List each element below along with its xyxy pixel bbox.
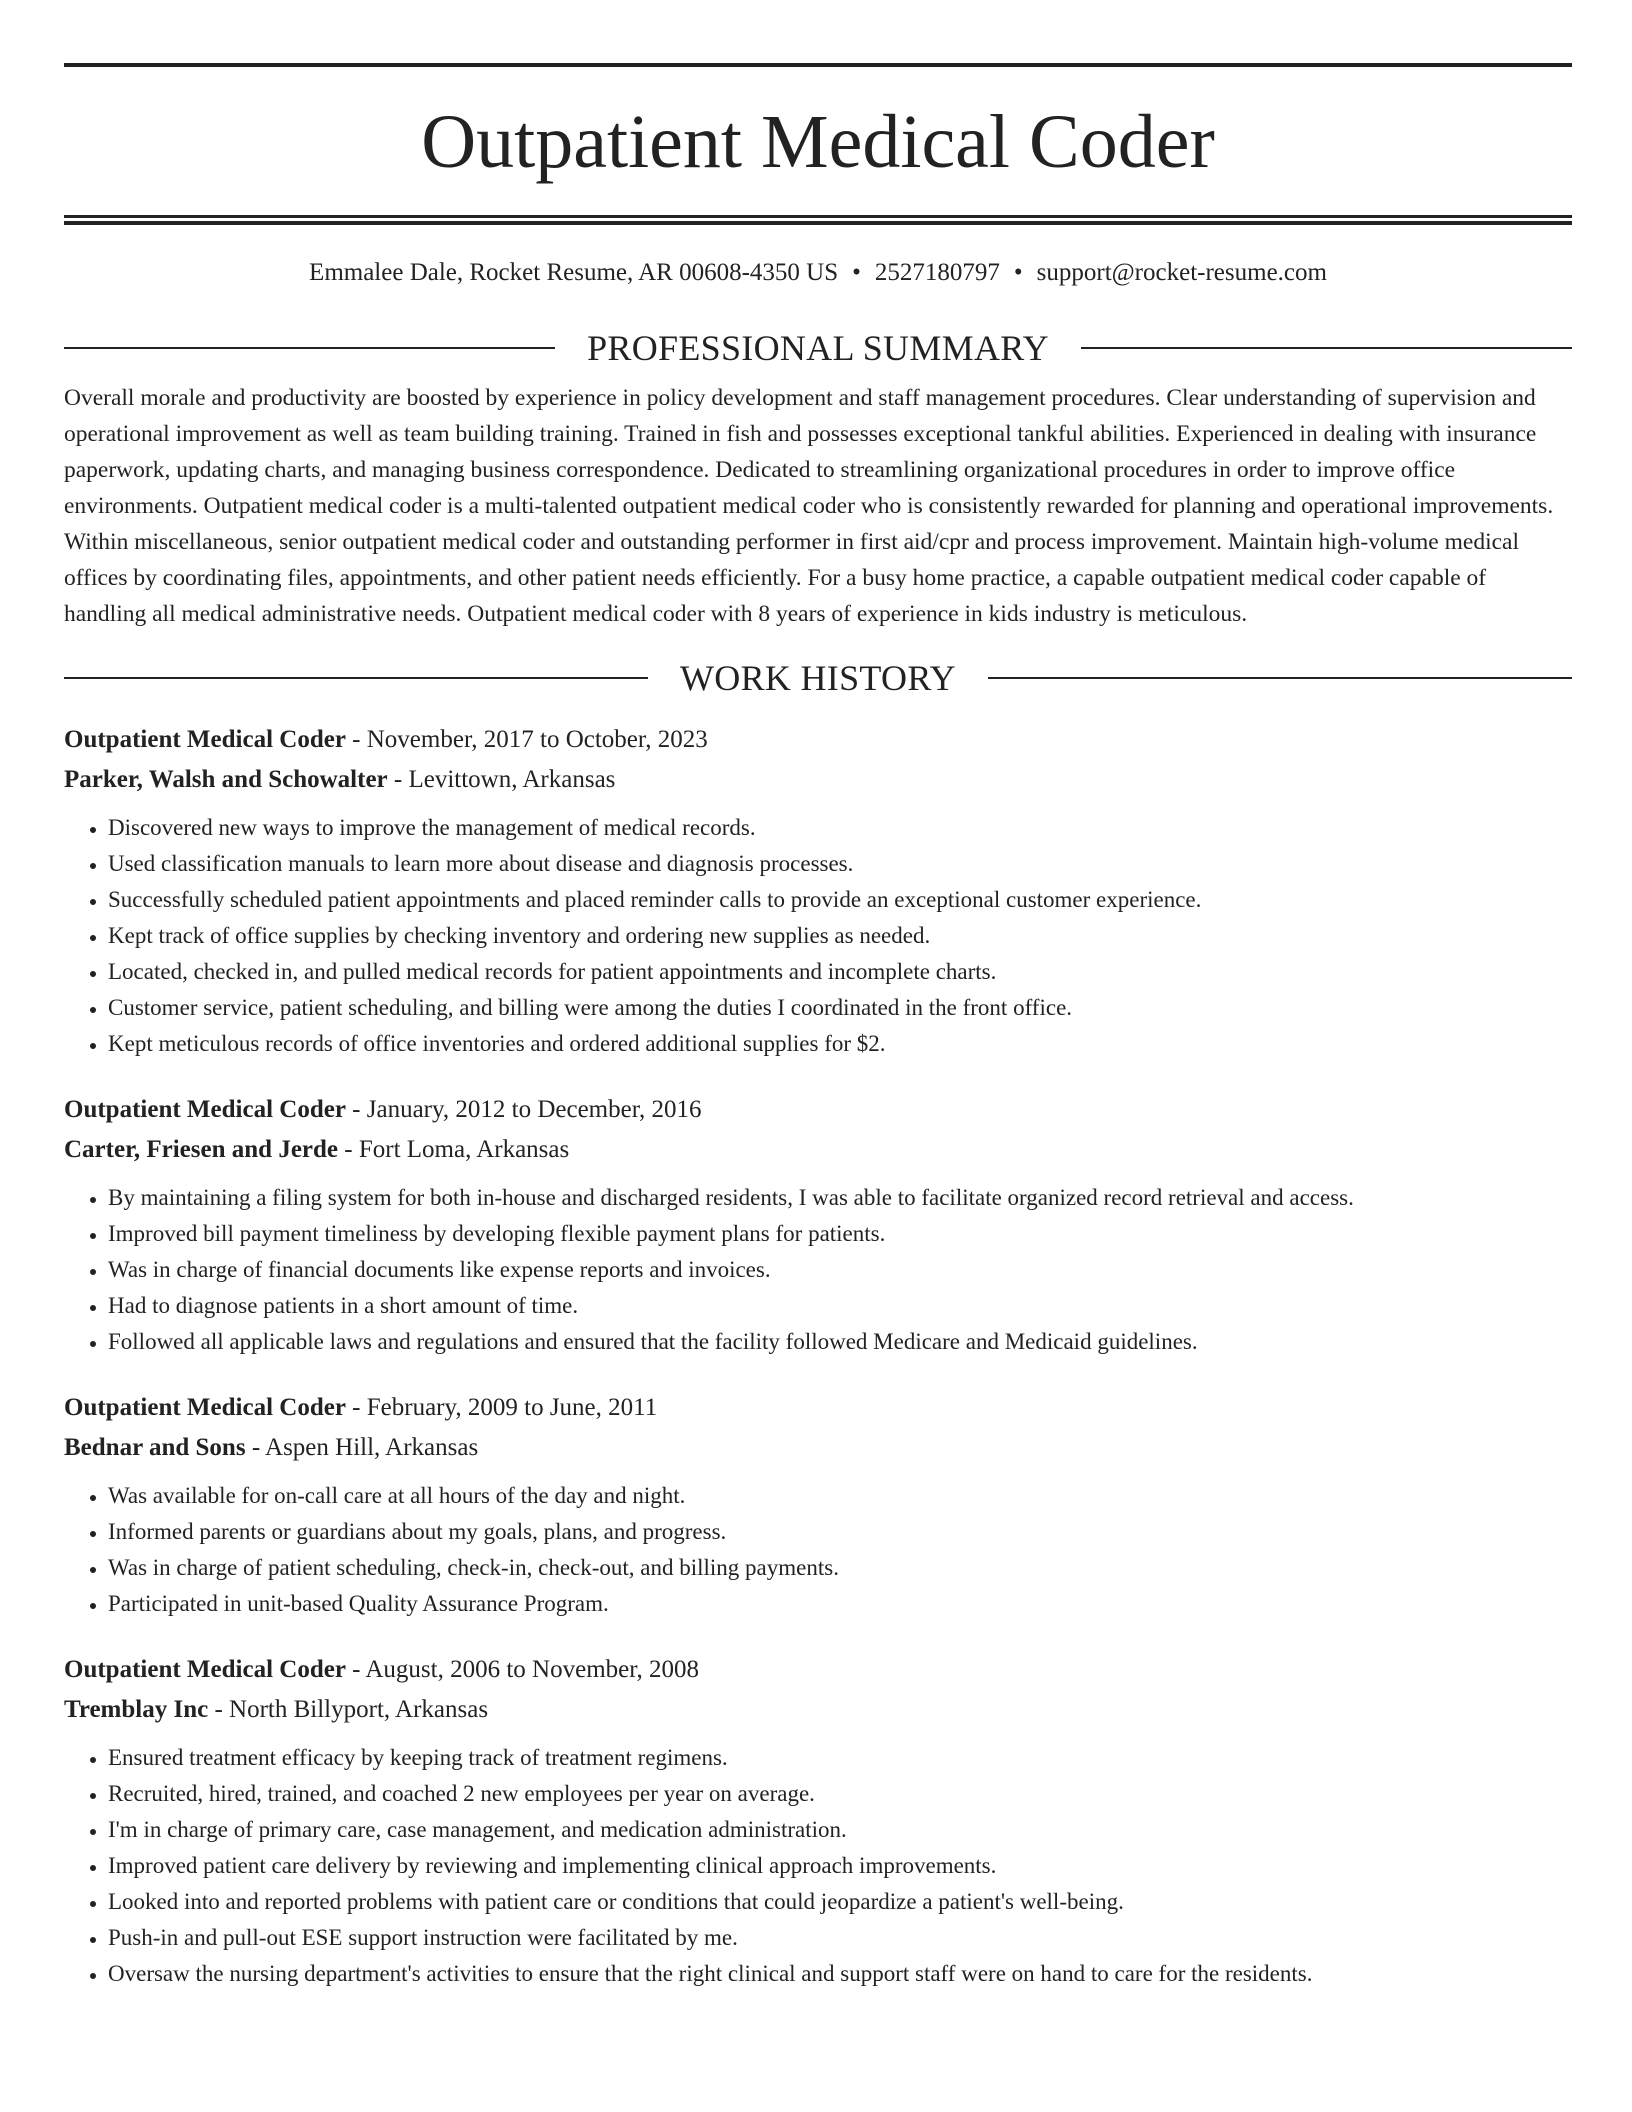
work-section-heading <box>64 658 1572 698</box>
work-heading: WORK HISTORY <box>680 658 956 698</box>
header-double-rule <box>64 215 1572 225</box>
list-item: • Located, checked in, and pulled medical records for patient appointments and incomplete charts. <box>108 954 1572 990</box>
summary-section-heading <box>64 328 1572 368</box>
job-title-line <box>64 1090 1572 1130</box>
list-item: • Ensured treatment efficacy by keeping track of treatment regimens. <box>108 1740 1572 1776</box>
top-rule <box>64 63 1572 67</box>
job-company: Carter, Friesen and Jerde <box>64 1136 339 1163</box>
list-item: • Recruited, hired, trained, and coached 2 new employees per year on average. <box>108 1776 1572 1812</box>
job-company-line <box>64 1428 1572 1468</box>
list-item: • Used classification manuals to learn more about disease and diagnosis processes. <box>108 846 1572 882</box>
job-entry <box>64 1090 1572 1360</box>
list-item: • Improved patient care delivery by reviewing and implementing clinical approach improvements. <box>108 1848 1572 1884</box>
job-location: - North Billyport, Arkansas <box>208 1696 489 1723</box>
job-entry <box>64 1388 1572 1622</box>
job-title: Outpatient Medical Coder <box>64 1656 346 1683</box>
resume-name: Outpatient Medical Coder <box>421 100 1215 184</box>
job-title-line <box>64 1650 1572 1690</box>
list-item: • Improved bill payment timeliness by developing flexible payment plans for patients. <box>108 1216 1572 1252</box>
contact-separator: • <box>1013 259 1023 286</box>
job-title: Outpatient Medical Coder <box>64 1394 346 1421</box>
job-dates: - February, 2009 to June, 2011 <box>345 1394 658 1421</box>
job-dates: - January, 2012 to December, 2016 <box>345 1096 702 1123</box>
job-company-line <box>64 1690 1572 1730</box>
job-duties-list <box>64 1740 1572 1992</box>
job-company: Parker, Walsh and Schowalter <box>64 766 388 793</box>
job-duties-list <box>64 1180 1572 1360</box>
job-company-line <box>64 760 1572 800</box>
resume-page <box>64 0 1572 1992</box>
job-company: Bednar and Sons <box>64 1434 246 1461</box>
list-item: • Oversaw the nursing department's activities to ensure that the right clinical and support staff were on hand to care for the residents. <box>108 1956 1572 1992</box>
job-title-line <box>64 1388 1572 1428</box>
list-item: • Successfully scheduled patient appointments and placed reminder calls to provide an exceptional customer experience. <box>108 882 1572 918</box>
job-entry <box>64 1650 1572 1992</box>
heading-rule-left <box>64 347 555 349</box>
list-item: • Followed all applicable laws and regulations and ensured that the facility followed Medicare and Medicaid guidelines. <box>108 1324 1572 1360</box>
heading-rule-right <box>988 677 1572 679</box>
job-company-line <box>64 1130 1572 1170</box>
contact-line <box>64 258 1572 288</box>
list-item: • Looked into and reported problems with patient care or conditions that could jeopardize a patient's well-being. <box>108 1884 1572 1920</box>
list-item: • Was in charge of financial documents like expense reports and invoices. <box>108 1252 1572 1288</box>
contact-separator: • <box>852 259 861 286</box>
list-item: • Kept meticulous records of office inventories and ordered additional supplies for $2. <box>108 1026 1572 1062</box>
list-item: • By maintaining a filing system for both in-house and discharged residents, I was able to facilitate organized record retrieval and access. <box>108 1180 1572 1216</box>
contact-address: Emmalee Dale, Rocket Resume, AR 00608-4350 US <box>309 259 839 286</box>
list-item: • Push-in and pull-out ESE support instruction were facilitated by me. <box>108 1920 1572 1956</box>
summary-text: Overall morale and productivity are boosted by experience in policy development and staff management procedures. Clear understanding of supervision and operational improvement as well as team building training. Trained in fish and possesses exceptional tankful abilities. Experienced in dealing with insurance paperwork, updating charts, and managing business correspondence. Dedicated to streamlining organizational procedures in order to improve office environments. Outpatient medical coder is a multi-talented outpatient medical coder who is consistently rewarded for planning and operational improvements. Within miscellaneous, senior outpatient medical coder and outstanding performer in first aid/cpr and process improvement. Maintain high-volume medical offices by coordinating files, appointments, and other patient needs efficiently. For a busy home practice, a capable outpatient medical coder capable of handling all medical administrative needs. Outpatient medical coder with 8 years of experience in kids industry is meticulous. <box>64 385 1554 627</box>
list-item: • Customer service, patient scheduling, and billing were among the duties I coordinated in the front office. <box>108 990 1572 1026</box>
job-title-line <box>64 720 1572 760</box>
job-location: - Fort Loma, Arkansas <box>338 1136 570 1163</box>
summary-heading: PROFESSIONAL SUMMARY <box>587 328 1049 368</box>
job-title: Outpatient Medical Coder <box>64 1096 346 1123</box>
job-location: - Levittown, Arkansas <box>387 766 616 793</box>
list-item: • Participated in unit-based Quality Assurance Program. <box>108 1586 1572 1622</box>
job-dates: - November, 2017 to October, 2023 <box>345 726 708 753</box>
list-item: • Had to diagnose patients in a short amount of time. <box>108 1288 1572 1324</box>
list-item: • Was in charge of patient scheduling, check-in, check-out, and billing payments. <box>108 1550 1572 1586</box>
list-item: • Was available for on-call care at all hours of the day and night. <box>108 1478 1572 1514</box>
job-duties-list <box>64 810 1572 1062</box>
list-item: • I'm in charge of primary care, case management, and medication administration. <box>108 1812 1572 1848</box>
job-title: Outpatient Medical Coder <box>64 726 346 753</box>
work-history-list <box>64 720 1572 1992</box>
job-duties-list <box>64 1478 1572 1622</box>
job-entry <box>64 720 1572 1062</box>
heading-rule-left <box>64 677 648 679</box>
list-item: • Kept track of office supplies by checking inventory and ordering new supplies as needed. <box>108 918 1572 954</box>
job-dates: - August, 2006 to November, 2008 <box>345 1656 700 1683</box>
job-location: - Aspen Hill, Arkansas <box>245 1434 479 1461</box>
job-company: Tremblay Inc <box>64 1696 209 1723</box>
contact-phone: 2527180797 <box>874 259 1000 286</box>
list-item: • Informed parents or guardians about my goals, plans, and progress. <box>108 1514 1572 1550</box>
contact-email: support@rocket-resume.com <box>1036 259 1327 286</box>
heading-rule-right <box>1081 347 1572 349</box>
list-item: • Discovered new ways to improve the management of medical records. <box>108 810 1572 846</box>
